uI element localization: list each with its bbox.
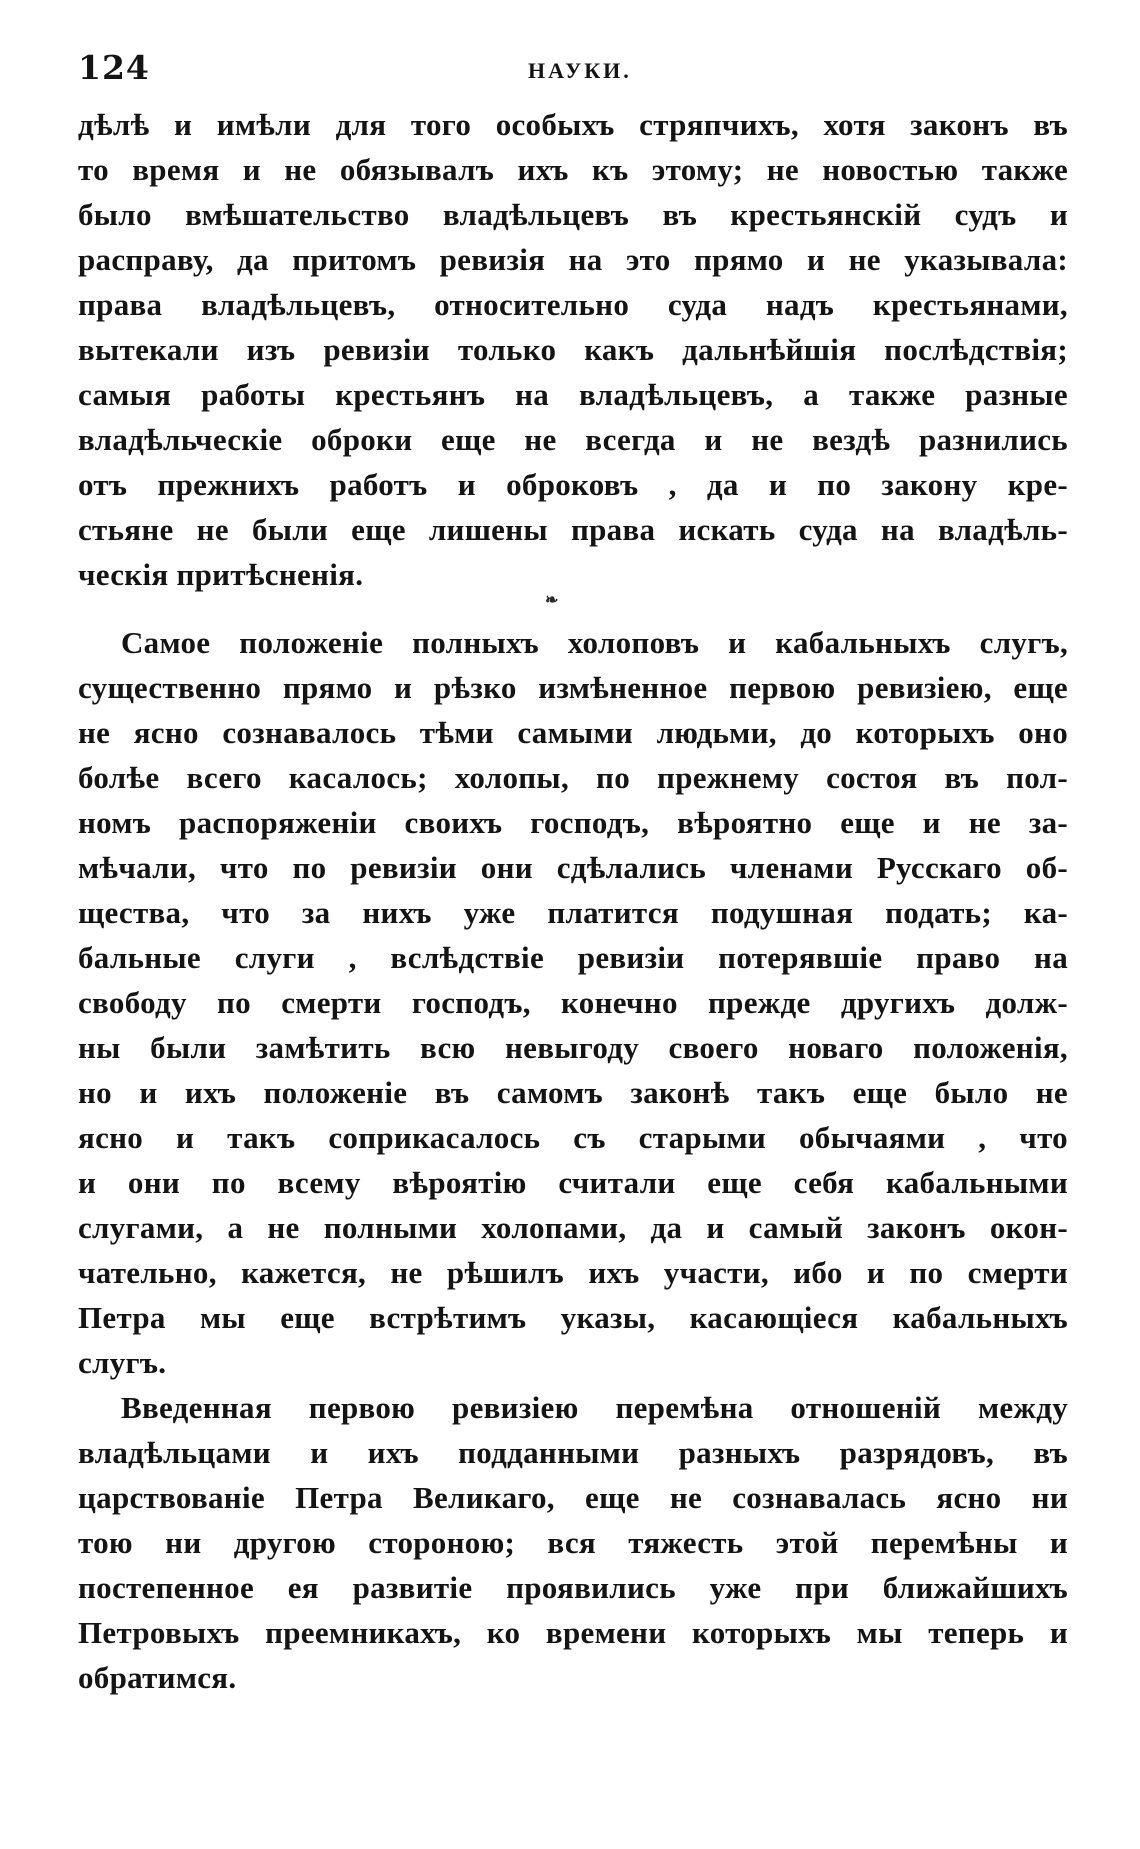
- text-line: слугами, а не полными холопами, да и самый законъ окон-: [78, 1210, 1068, 1245]
- text-line: мѣчали, что по ревизіи они сдѣлались членами Русскаго об-: [78, 850, 1068, 885]
- text-line: и они по всему вѣроятію считали еще себя кабальными: [78, 1165, 1068, 1200]
- text-line: тою ни другою стороною; вся тяжесть этой перемѣны и: [78, 1525, 1068, 1560]
- text-line: Введенная первою ревизіею перемѣна отношеній между: [121, 1390, 1068, 1425]
- text-line: болѣе всего касалось; холопы, по прежнему состоя въ пол-: [78, 760, 1068, 795]
- text-line: слугъ.: [78, 1345, 167, 1380]
- text-line: но и ихъ положеніе въ самомъ законѣ такъ еще было не: [78, 1075, 1068, 1110]
- text-line: права владѣльцевъ, относительно суда надъ крестьянами,: [78, 287, 1068, 322]
- text-line: владѣльцами и ихъ подданными разныхъ разрядовъ, въ: [78, 1435, 1068, 1470]
- text-line: постепенное ея развитіе проявились уже при ближайшихъ: [78, 1570, 1068, 1605]
- text-line: вытекали изъ ревизіи только какъ дальнѣйшія послѣдствія;: [78, 332, 1068, 367]
- paragraph-1: [78, 102, 1068, 597]
- text-line: ясно и такъ соприкасалось съ старыми обычаями , что: [78, 1120, 1068, 1155]
- page-number: 124: [78, 48, 150, 87]
- text-line: ческія притѣсненія.: [78, 557, 364, 592]
- text-line: существенно прямо и рѣзко измѣненное первою ревизіею, еще: [78, 670, 1068, 705]
- text-line: царствованіе Петра Великаго, еще не сознавалась ясно ни: [78, 1480, 1068, 1515]
- text-line: расправу, да притомъ ревизія на это прямо и не указывала:: [78, 242, 1068, 277]
- text-line: ны были замѣтить всю невыгоду своего новаго положенія,: [78, 1030, 1068, 1065]
- text-line: свободу по смерти господъ, конечно прежде другихъ долж-: [78, 985, 1068, 1020]
- running-head: НАУКИ.: [528, 58, 632, 83]
- text-line: бальные слуги , вслѣдствіе ревизіи потерявшіе право на: [78, 940, 1068, 975]
- paragraph-2: [78, 620, 1068, 1385]
- text-line: не ясно сознавалось тѣми самыми людьми, до которыхъ оно: [78, 715, 1068, 750]
- text-line: стьяне не были еще лишены права искать суда на владѣль-: [78, 512, 1068, 547]
- ornament-mark: ❧: [545, 590, 559, 609]
- text-line: было вмѣшательство владѣльцевъ въ крестьянскій судъ и: [78, 197, 1068, 232]
- text-line: номъ распоряженіи своихъ господъ, вѣроятно еще и не за-: [78, 805, 1068, 840]
- text-line: чательно, кажется, не рѣшилъ ихъ участи, ибо и по смерти: [78, 1255, 1068, 1290]
- page-header: [78, 48, 1068, 94]
- text-line: Самое положеніе полныхъ холоповъ и кабальныхъ слугъ,: [121, 625, 1068, 660]
- text-line: дѣлѣ и имѣли для того особыхъ стряпчихъ, хотя законъ въ: [78, 107, 1068, 142]
- text-line: то время и не обязывалъ ихъ къ этому; не новостью также: [78, 152, 1068, 187]
- text-line: Петра мы еще встрѣтимъ указы, касающіеся кабальныхъ: [78, 1300, 1068, 1335]
- text-line: владѣльческіе оброки еще не всегда и не вездѣ разнились: [78, 422, 1068, 457]
- text-line: самыя работы крестьянъ на владѣльцевъ, а также разные: [78, 377, 1068, 412]
- text-line: щества, что за нихъ уже платится подушная подать; ка-: [78, 895, 1068, 930]
- text-line: отъ прежнихъ работъ и оброковъ , да и по закону кре-: [78, 467, 1068, 502]
- text-line: Петровыхъ преемникахъ, ко времени которыхъ мы теперь и: [78, 1615, 1068, 1650]
- text-line: обратимся.: [78, 1660, 237, 1695]
- paragraph-3: [78, 1385, 1068, 1700]
